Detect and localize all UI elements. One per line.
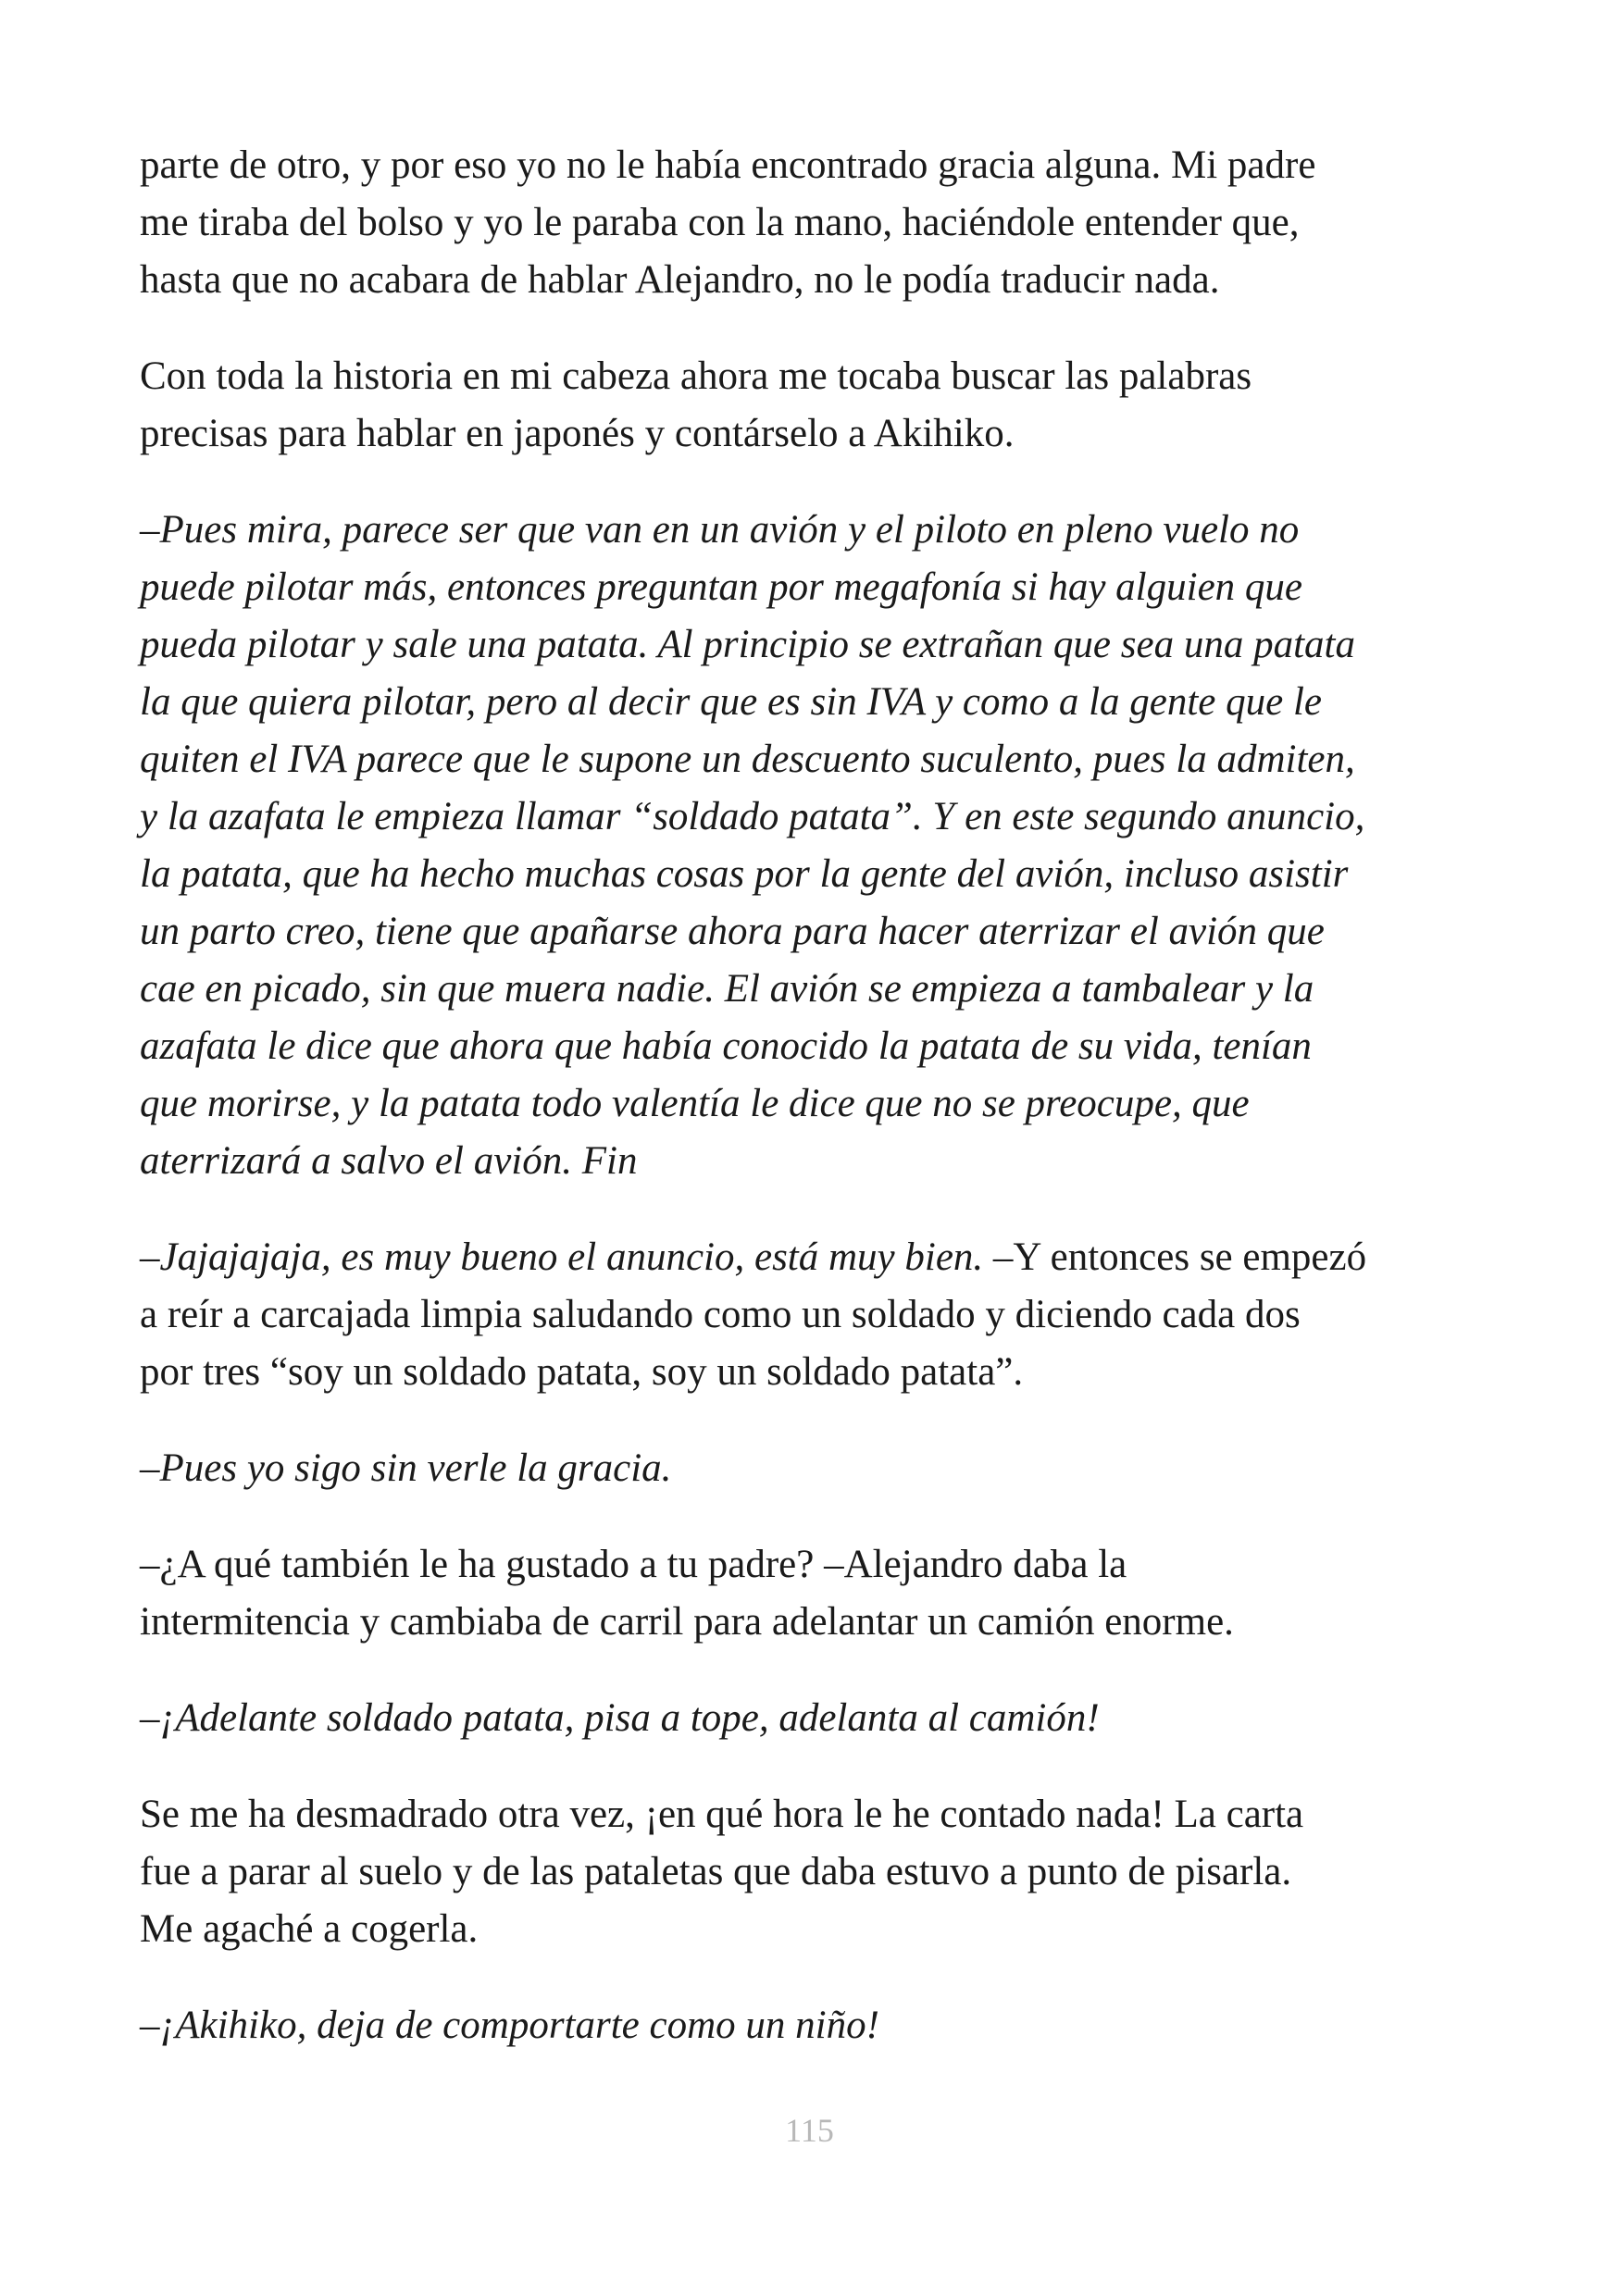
paragraph-8 <box>140 1786 1482 1958</box>
text-line: Se me ha desmadrado otra vez, ¡en qué hora le he contado nada! La carta <box>140 1793 1304 1836</box>
text-line: quiten el IVA parece que le supone un descuento suculento, pues la admiten, <box>140 738 1355 781</box>
paragraph-6 <box>140 1536 1482 1651</box>
text-line: azafata le dice que ahora que había conocido la patata de su vida, tenían <box>140 1024 1312 1068</box>
text-line: –¡Akihiko, deja de comportarte como un niño! <box>140 2004 879 2047</box>
text-line: –¿A qué también le ha gustado a tu padre? –Alejandro daba la <box>140 1543 1127 1586</box>
text-line: me tiraba del bolso y yo le paraba con la mano, haciéndole entender que, <box>140 201 1300 244</box>
text-line: la que quiera pilotar, pero al decir que es sin IVA y como a la gente que le <box>140 680 1323 724</box>
paragraph-4-mixed <box>140 1229 1482 1401</box>
text-line: cae en picado, sin que muera nadie. El avión se empieza a tambalear y la <box>140 967 1314 1011</box>
text-line: –¡Adelante soldado patata, pisa a tope, adelanta al camión! <box>140 1696 1100 1740</box>
text-line: aterrizará a salvo el avión. Fin <box>140 1139 638 1183</box>
text-line: y la azafata le empieza llamar “soldado patata”. Y en este segundo anuncio, <box>140 795 1365 838</box>
dialogue-narration: –Y entonces se empezó <box>983 1235 1367 1279</box>
text-line: un parto creo, tiene que apañarse ahora para hacer aterrizar el avión que <box>140 910 1325 953</box>
text-line: Con toda la historia en mi cabeza ahora me tocaba buscar las palabras <box>140 354 1252 398</box>
text-line: hasta que no acabara de hablar Alejandro, no le podía traducir nada. <box>140 258 1220 302</box>
page-body <box>140 137 1482 2093</box>
text-line: que morirse, y la patata todo valentía le dice que no se preocupe, que <box>140 1082 1250 1125</box>
text-line: pueda pilotar y sale una patata. Al principio se extrañan que sea una patata <box>140 623 1355 666</box>
text-line: puede pilotar más, entonces preguntan por megafonía si hay alguien que <box>140 565 1302 609</box>
paragraph-5-dialogue <box>140 1440 1482 1497</box>
text-line: parte de otro, y por eso yo no le había encontrado gracia alguna. Mi padre <box>140 143 1316 187</box>
paragraph-2 <box>140 348 1482 463</box>
text-line: fue a parar al suelo y de las pataletas que daba estuvo a punto de pisarla. <box>140 1850 1292 1893</box>
text-line: Me agaché a cogerla. <box>140 1907 479 1951</box>
paragraph-1 <box>140 137 1482 309</box>
text-line: precisas para hablar en japonés y contárselo a Akihiko. <box>140 412 1015 455</box>
text-line: por tres “soy un soldado patata, soy un soldado patata”. <box>140 1350 1024 1394</box>
text-line <box>140 1229 1482 1286</box>
text-line: a reír a carcajada limpia saludando como un soldado y diciendo cada dos <box>140 1293 1301 1336</box>
dialogue-italic: –Jajajajaja, es muy bueno el anuncio, está muy bien. <box>140 1235 984 1279</box>
text-line: –Pues yo sigo sin verle la gracia. <box>140 1446 672 1490</box>
paragraph-9-dialogue <box>140 1997 1482 2054</box>
text-line: la patata, que ha hecho muchas cosas por la gente del avión, incluso asistir <box>140 852 1349 896</box>
paragraph-3-dialogue <box>140 502 1482 1190</box>
text-line: intermitencia y cambiaba de carril para adelantar un camión enorme. <box>140 1600 1234 1644</box>
text-line: –Pues mira, parece ser que van en un avión y el piloto en pleno vuelo no <box>140 508 1300 552</box>
paragraph-7-dialogue <box>140 1690 1482 1747</box>
page-number: 115 <box>785 2112 834 2149</box>
